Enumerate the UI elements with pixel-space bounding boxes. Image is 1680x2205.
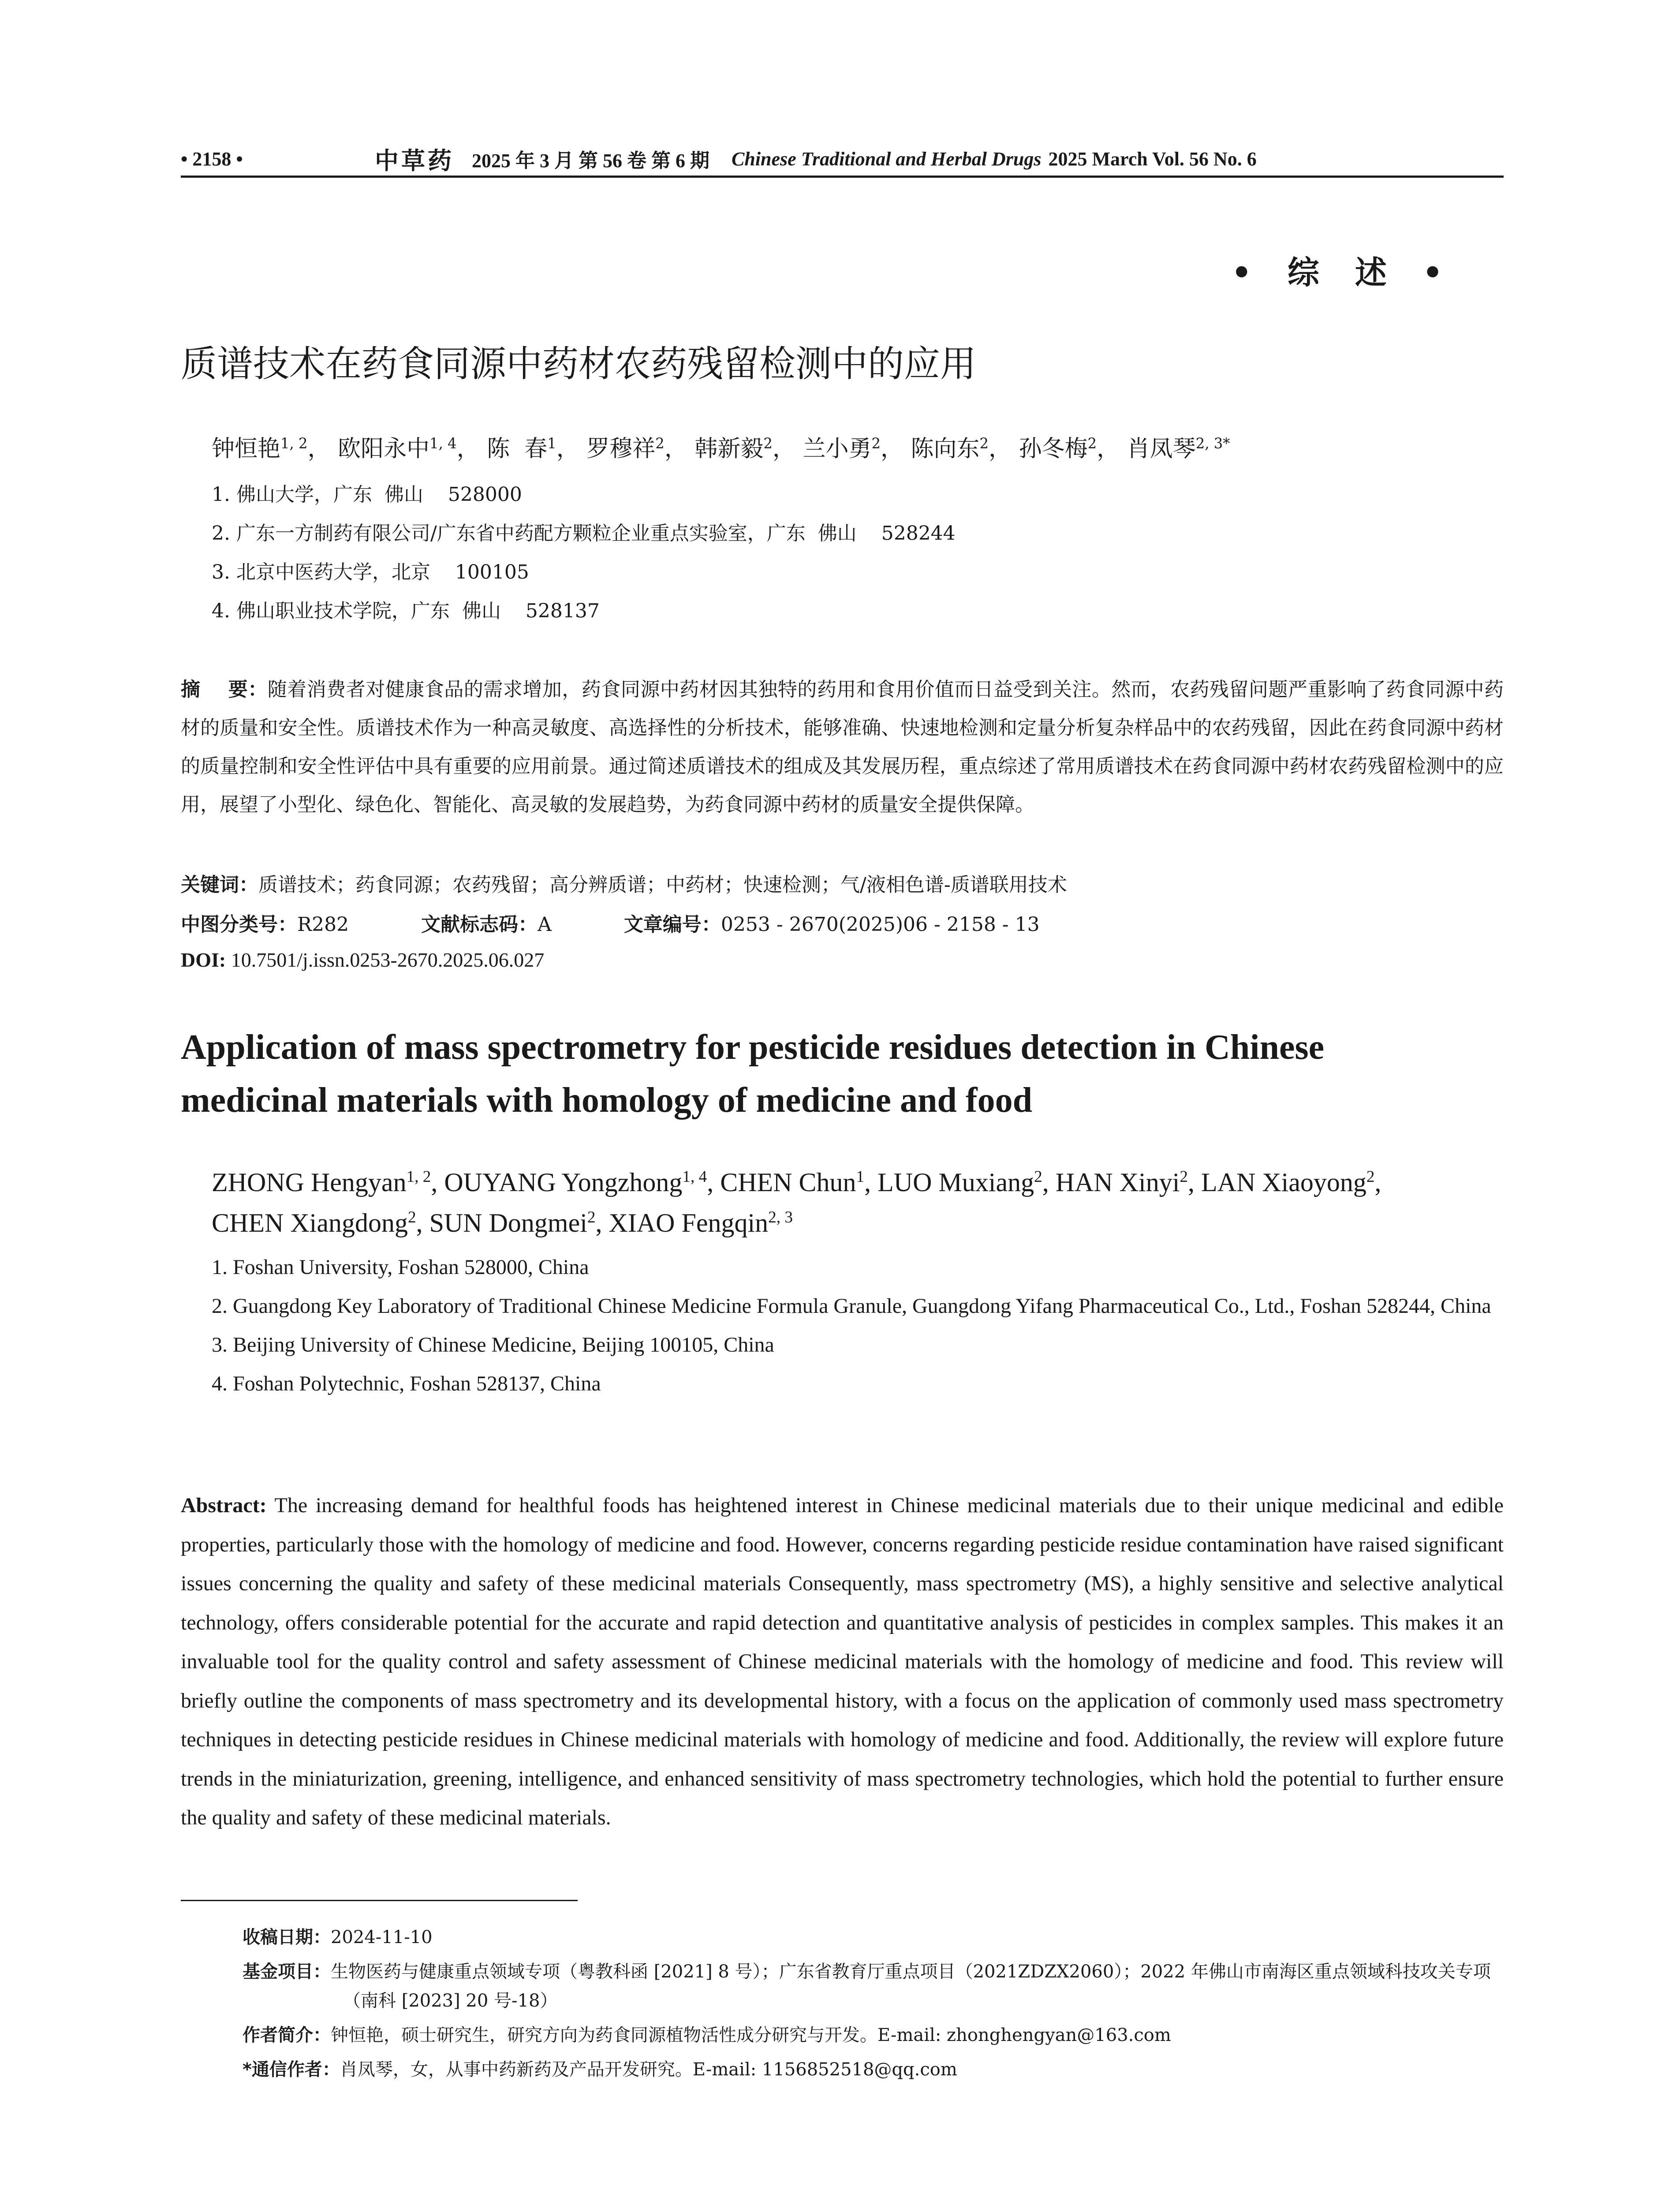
keywords-cn [181, 869, 1504, 897]
author-affiliation-sup: 1 [547, 435, 556, 452]
footnotes [243, 1923, 1504, 2089]
clc-value: R282 [297, 913, 349, 936]
author-separator: , [1042, 1168, 1056, 1197]
abstract-text-en: The increasing demand for healthful foods has heightened interest in Chinese medicinal materials due to their unique medicinal and edible properties, particularly those with the homology of medicine and food. However, concerns regarding pesticide residue contamination have raised significant issues concerning the quality and safety of these medicinal materials Consequently, mass spectrometry (MS), a highly sensitive and selective analytical technology, offers considerable potential for the accurate and rapid detection and quantitative analysis of pesticides in complex samples. This makes it an invaluable tool for the quality control and safety assessment of Chinese medicinal materials with the homology of medicine and food. This review will briefly outline the components of mass spectrometry and its developmental history, with a focus on the application of commonly used mass spectrometry techniques in detecting pesticide residues in Chinese medicinal materials with homology of medicine and food. Additionally, the review will explore future trends in the miniaturization, greening, intelligence, and enhanced sensitivity of mass spectrometry technologies, which hold the potential to further ensure the quality and safety of these medicinal materials. [181, 1494, 1504, 1829]
footnote-author-bio [243, 2021, 1504, 2050]
author-separator: , [864, 1168, 878, 1197]
footnote-divider [181, 1900, 578, 1901]
clc-label: 中图分类号： [181, 913, 297, 936]
author-name: OUYANG Yongzhong [444, 1168, 683, 1197]
affiliation-item: 2. Guangdong Key Laboratory of Traditional Chinese Medicine Formula Granule, Guangdong Yifang Pharmaceutical Co., Ltd., Foshan 528244, China [212, 1294, 1491, 1318]
abstract-label-en: Abstract: [181, 1494, 267, 1517]
footnote-text: 2024-11-10 [331, 1927, 433, 1947]
author-name: CHEN Chun [720, 1168, 856, 1197]
classification-line [181, 908, 1504, 937]
affiliation-list-cn [212, 478, 1504, 634]
author-name: 钟恒艳 [212, 436, 281, 462]
footnote-label: 收稿日期： [243, 1927, 331, 1947]
footnote-received [243, 1923, 1504, 1952]
author-affiliation-sup: 2 [655, 435, 665, 452]
journal-name-en: Chinese Traditional and Herbal Drugs [732, 148, 1042, 170]
abstract-text-cn: 随着消费者对健康食品的需求增加，药食同源中药材因其独特的药用和食用价值而日益受到关注。然而，农药残留问题严重影响了药食同源中药材的质量和安全性。质谱技术作为一种高灵敏度、高选择性的分析技术，能够准确、快速地检测和定量分析复杂样品中的农药残留，因此在药食同源中药材的质量控制和安全性评估中具有重要的应用前景。通过简述质谱技术的组成及其发展历程，重点综述了常用质谱技术在药食同源中药材农药残留检测中的应用，展望了小型化、绿色化、智能化、高灵敏的发展趋势，为药食同源中药材的质量安全提供保障。 [181, 678, 1504, 816]
footnote-label: 基金项目： [243, 1962, 331, 1982]
author-name: LAN Xiaoyong [1201, 1168, 1366, 1197]
author-separator: ， [456, 436, 480, 462]
author-affiliation-sup: 1 [856, 1168, 865, 1186]
author-name: 孙冬梅 [1019, 436, 1088, 462]
author-affiliation-sup: 2 [1087, 435, 1097, 452]
author-name: 欧阳永中 [338, 436, 430, 462]
author-name: CHEN Xiangdong [212, 1208, 408, 1237]
author-affiliation-sup: 1, 4 [429, 435, 457, 452]
issue-info-cn: 2025 年 3 月 第 56 卷 第 6 期 [472, 150, 709, 172]
abstract-label-cn: 摘 要： [181, 678, 268, 701]
author-affiliation-sup: 1, 2 [406, 1168, 431, 1186]
article-number [624, 908, 1040, 937]
article-title-en [181, 1021, 1504, 1127]
article-title-cn: 质谱技术在药食同源中药材农药残留检测中的应用 [181, 343, 977, 385]
doi-line [181, 948, 1504, 972]
author-affiliation-sup: 2 [407, 1208, 416, 1226]
author-name: 陈 春 [487, 436, 548, 462]
affiliation-item: 1. Foshan University, Foshan 528000, China [212, 1256, 589, 1279]
keywords-text-cn: 质谱技术；药食同源；农药残留；高分辨质谱；中药材；快速检测；气/液相色谱-质谱联用技术 [258, 874, 1067, 896]
author-separator: , [595, 1208, 609, 1237]
author-affiliation-sup: 1, 2 [280, 435, 308, 452]
footnote-label: *通信作者： [243, 2059, 340, 2080]
author-affiliation-sup: 2 [1034, 1168, 1042, 1186]
author-list-en [212, 1162, 1504, 1243]
affiliation-list-en [212, 1248, 1504, 1403]
footnote-funding [243, 1957, 1504, 2015]
author-name: 肖凤琴 [1127, 436, 1196, 462]
document-code-label: 文献标志码： [421, 913, 538, 936]
affiliation-item: 3. 北京中医药大学，北京 100105 [212, 561, 529, 583]
section-label: • 综 述 • [1231, 254, 1455, 291]
author-separator: , [707, 1168, 721, 1197]
author-separator: , [1187, 1168, 1201, 1197]
footnote-text: 肖凤琴，女，从事中药新药及产品开发研究。E-mail: 1156852518@qq.com [340, 2059, 957, 2080]
author-affiliation-sup: 2 [1366, 1168, 1375, 1186]
keywords-label-cn: 关键词： [181, 874, 258, 896]
author-separator: , [1374, 1168, 1388, 1197]
document-code [421, 908, 552, 937]
author-affiliation-sup: 2, 3 [768, 1208, 793, 1226]
clc-number [181, 908, 349, 937]
header-divider [181, 176, 1504, 178]
author-affiliation-sup: 2 [763, 435, 773, 452]
abstract-en [181, 1486, 1504, 1838]
affiliation-item: 1. 佛山大学，广东 佛山 528000 [212, 483, 522, 506]
author-affiliation-sup: 2, 3* [1195, 435, 1230, 452]
footnote-label: 作者简介： [243, 2025, 331, 2045]
author-affiliation-sup: 2 [979, 435, 989, 452]
footnote-corresponding-author [243, 2055, 1504, 2084]
author-name: HAN Xinyi [1055, 1168, 1180, 1197]
author-name: SUN Dongmei [429, 1208, 587, 1237]
author-separator: ， [989, 436, 1012, 462]
journal-name-cn: 中草药 [375, 147, 454, 174]
author-separator: ， [307, 436, 331, 462]
doi-label: DOI: [181, 949, 226, 971]
page-number: • 2158 • [181, 148, 243, 170]
author-list-cn [212, 430, 1504, 463]
affiliation-item: 4. Foshan Polytechnic, Foshan 528137, China [212, 1372, 601, 1395]
doi-value[interactable]: 10.7501/j.issn.0253-2670.2025.06.027 [231, 949, 545, 971]
footnote-text: 钟恒艳，硕士研究生，研究方向为药食同源植物活性成分研究与开发。E-mail: zhonghengyan@163.com [331, 2025, 1171, 2045]
author-affiliation-sup: 1, 4 [682, 1168, 707, 1186]
abstract-cn [181, 670, 1504, 824]
title-line: Application of mass spectrometry for pesticide residues detection in Chinese [181, 1028, 1325, 1067]
author-name: 兰小勇 [803, 436, 872, 462]
author-separator: , [416, 1208, 429, 1237]
article-number-label: 文章编号： [623, 913, 721, 936]
author-name: XIAO Fengqin [609, 1208, 769, 1237]
running-header [181, 141, 1504, 176]
issue-info-en: 2025 March Vol. 56 No. 6 [1048, 148, 1257, 170]
author-name: 罗穆祥 [586, 436, 656, 462]
author-name: LUO Muxiang [877, 1168, 1034, 1197]
journal-page [181, 0, 1504, 2205]
author-affiliation-sup: 2 [1180, 1168, 1188, 1186]
document-code-value: A [538, 913, 552, 936]
author-affiliation-sup: 2 [871, 435, 881, 452]
affiliation-item: 4. 佛山职业技术学院，广东 佛山 528137 [212, 600, 600, 622]
author-name: 陈向东 [911, 436, 980, 462]
author-separator: ， [664, 436, 687, 462]
author-separator: ， [772, 436, 795, 462]
author-separator: ， [880, 436, 903, 462]
author-name: 韩新毅 [694, 436, 764, 462]
article-number-value: 0253 - 2670(2025)06 - 2158 - 13 [721, 913, 1040, 936]
footnote-text: 生物医药与健康重点领域专项（粤教科函 [2021] 8 号）；广东省教育厅重点项目（2021ZDZX2060）；2022 年佛山市南海区重点领域科技攻关专项（南科 [2023] 20 号-18） [331, 1962, 1491, 2011]
author-name: ZHONG Hengyan [212, 1168, 407, 1197]
affiliation-item: 2. 广东一方制药有限公司/广东省中药配方颗粒企业重点实验室，广东 佛山 528244 [212, 522, 956, 545]
title-line: medicinal materials with homology of medicine and food [181, 1081, 1033, 1120]
author-affiliation-sup: 2 [587, 1208, 596, 1226]
author-separator: , [431, 1168, 444, 1197]
author-separator: ， [556, 436, 579, 462]
author-separator: ， [1097, 436, 1120, 462]
affiliation-item: 3. Beijing University of Chinese Medicine, Beijing 100105, China [212, 1333, 774, 1357]
